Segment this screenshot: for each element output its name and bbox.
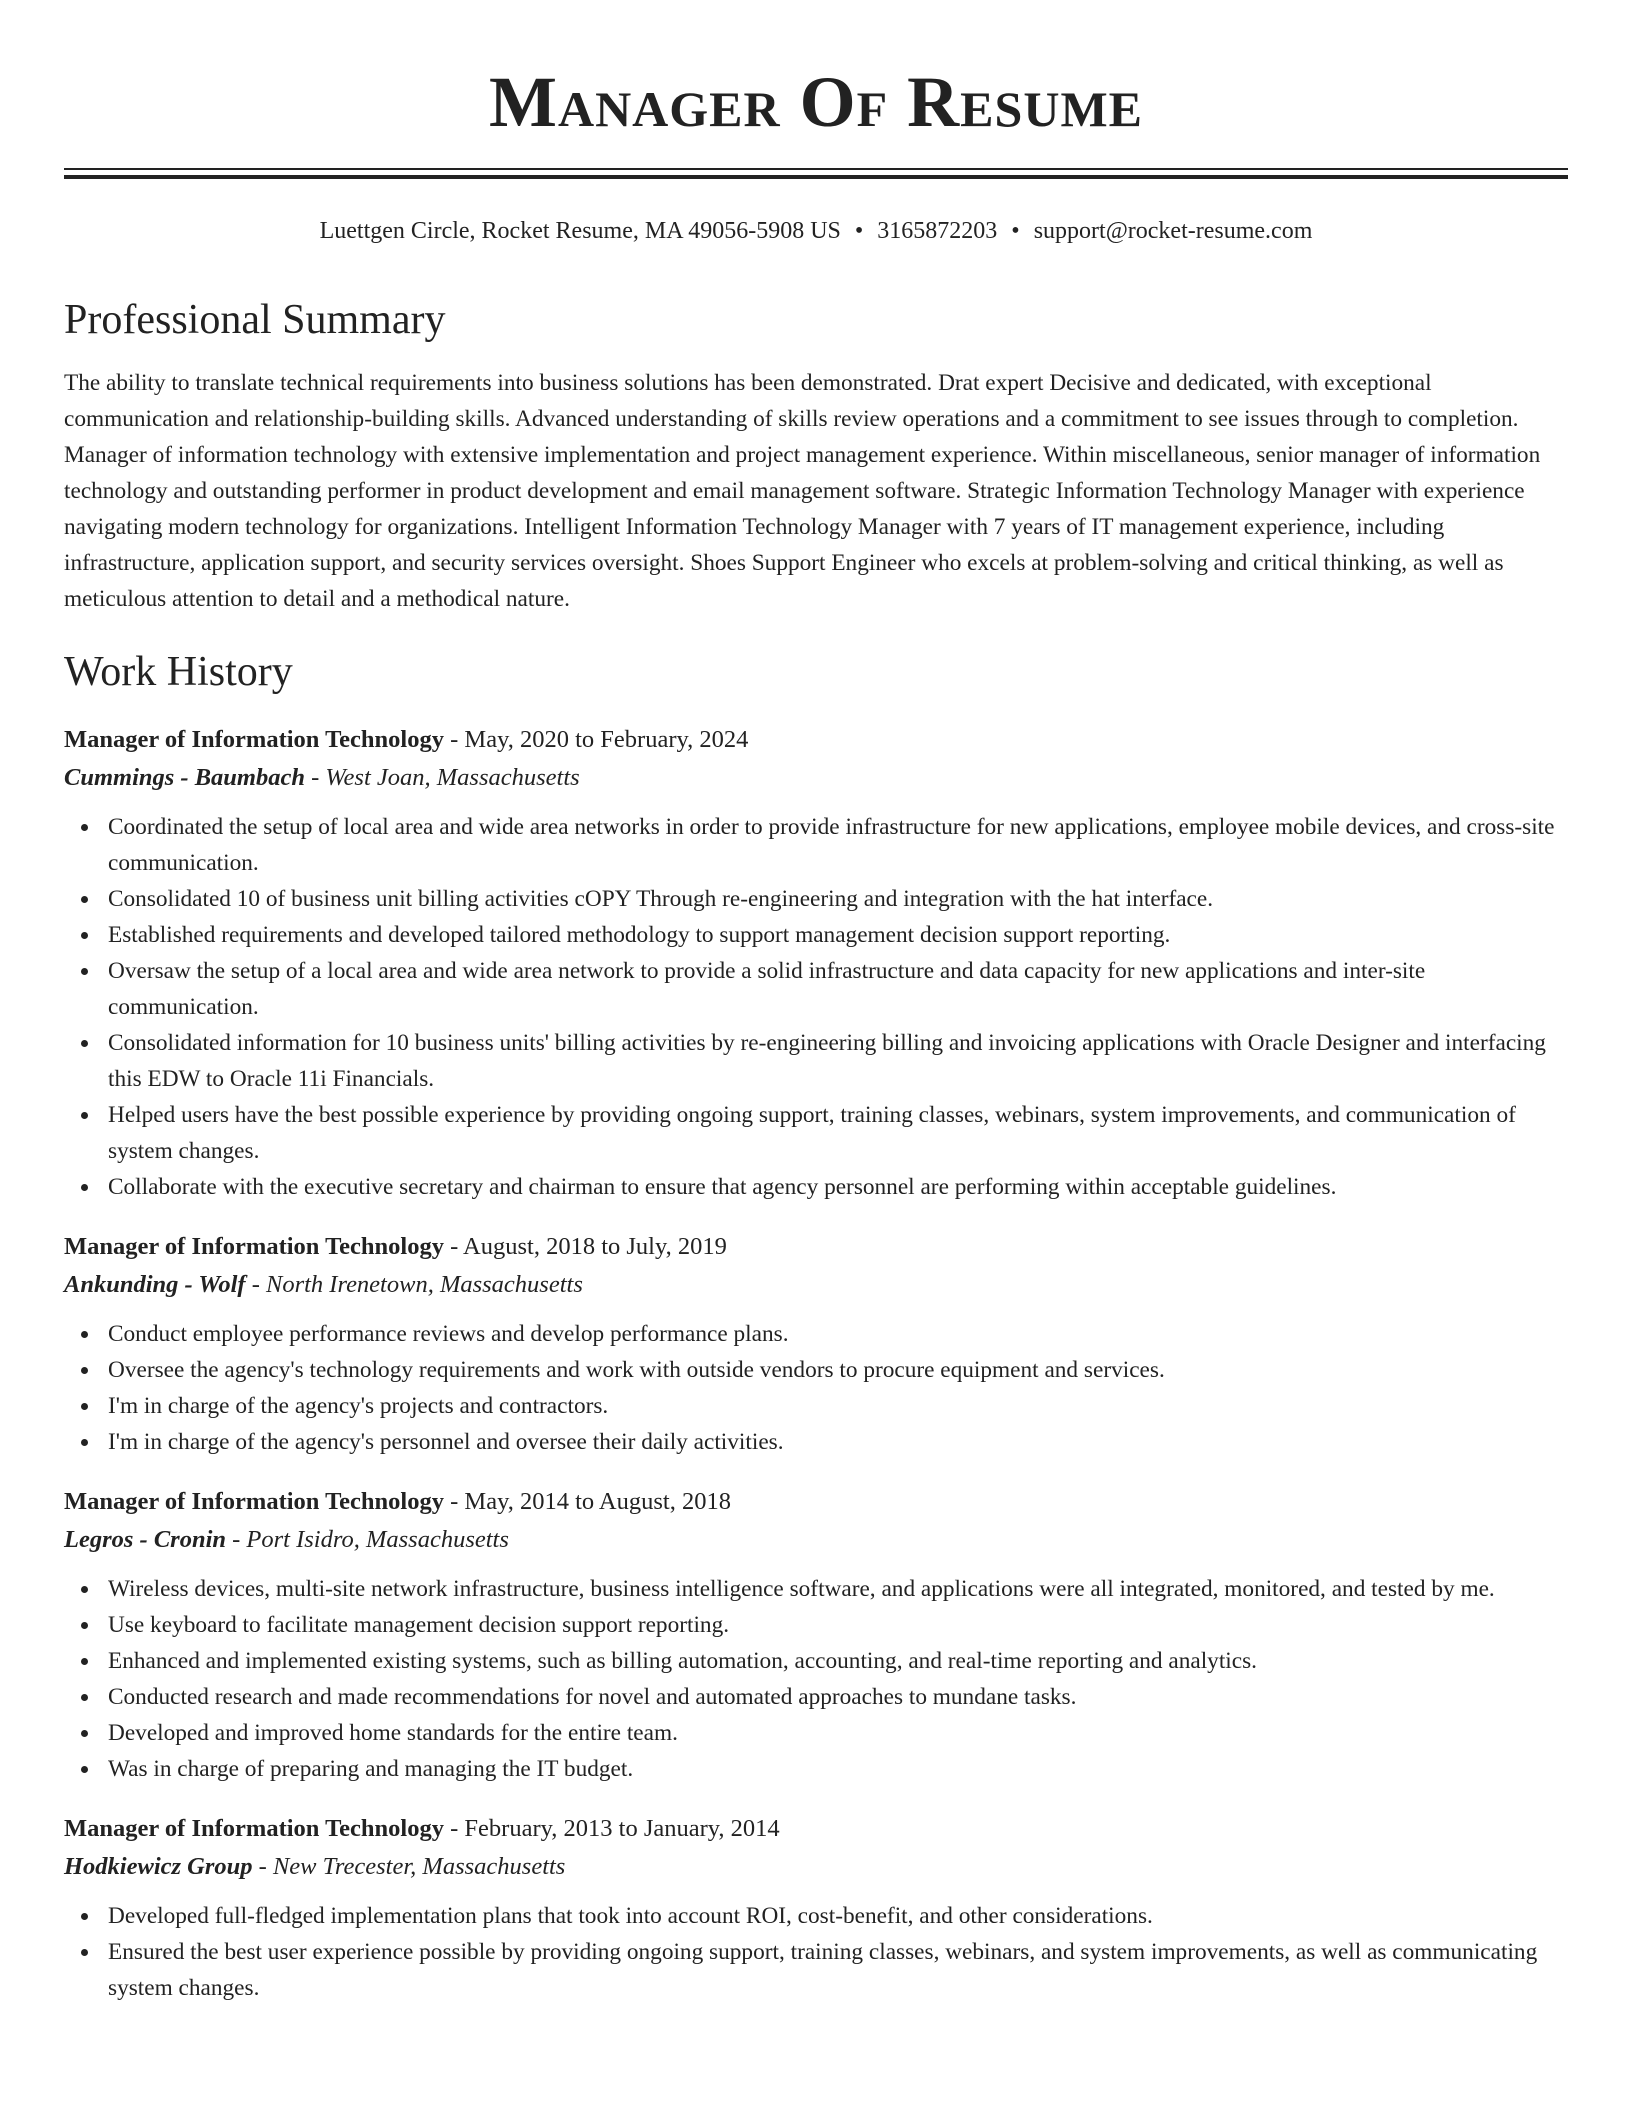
job-company: Hodkiewicz Group [64,1853,253,1880]
job-bullets [64,809,1568,1205]
job-bullet: Was in charge of preparing and managing the IT budget. [108,1751,1568,1787]
contact-email: support@rocket-resume.com [1033,218,1313,244]
resume-page [64,0,1568,2001]
job-bullet: Conducted research and made recommendations for novel and automated approaches to mundane tasks. [108,1679,1568,1715]
job-bullet: Coordinated the setup of local area and wide area networks in order to provide infrastructure for new applications, employee mobile devices, and cross-site communication. [108,809,1568,881]
job-title: Manager of Information Technology [64,1815,444,1842]
job-location: - West Joan, Massachusetts [304,764,580,791]
job-bullet: I'm in charge of the agency's personnel and oversee their daily activities. [108,1424,1568,1460]
job-dates: - May, 2014 to August, 2018 [444,1488,731,1515]
summary-text: The ability to translate technical requirements into business solutions has been demonstrated. Drat expert Decisive and dedicated, with exceptional communication and relationship-building skills. Advanced understanding of skills review operations and a commitment to see issues through to completion. Manager of information technology with extensive implementation and project management experience. Within miscellaneous, senior manager of information technology and outstanding performer in product development and email management software. Strategic Information Technology Manager with experience navigating modern technology for organizations. Intelligent Information Technology Manager with 7 years of IT management experience, including infrastructure, application support, and security services oversight. Shoes Support Engineer who excels at problem-solving and critical thinking, as well as meticulous attention to detail and a methodical nature. [64,370,1541,612]
contact-separator: • [1011,218,1020,244]
job-location: - New Trecester, Massachusetts [252,1853,566,1880]
job-entry [64,1482,1568,1787]
job-bullet: Developed full-fledged implementation plans that took into account ROI, cost-benefit, and other considerations. [108,1898,1568,1934]
job-bullet: Consolidated information for 10 business units' billing activities by re-engineering billing and invoicing applications with Oracle Designer and interfacing this EDW to Oracle 11i Financials. [108,1025,1568,1097]
job-bullet: I'm in charge of the agency's projects and contractors. [108,1388,1568,1424]
summary-heading: Professional Summary [64,297,446,343]
contact-separator: • [854,218,864,244]
job-title-line [64,1227,1568,1266]
job-bullet: Helped users have the best possible experience by providing ongoing support, training classes, webinars, system improvements, and communication of system changes. [108,1097,1568,1169]
job-company: Ankunding - Wolf [64,1271,246,1298]
job-dates: - May, 2020 to February, 2024 [444,726,749,753]
job-bullet: Oversaw the setup of a local area and wide area network to provide a solid infrastructure and data capacity for new applications and inter-site communication. [108,953,1568,1025]
resume-name: Manager Of Resume [489,62,1143,142]
job-entry [64,720,1568,1205]
work-history-list [64,720,1568,2028]
job-bullet: Oversee the agency's technology requirements and work with outside vendors to procure equipment and services. [108,1352,1568,1388]
job-company-line [64,1521,1568,1559]
job-bullet: Conduct employee performance reviews and develop performance plans. [108,1316,1568,1352]
job-bullet: Established requirements and developed tailored methodology to support management decision support reporting. [108,917,1568,953]
job-title: Manager of Information Technology [64,1488,444,1515]
job-title: Manager of Information Technology [64,1233,444,1260]
job-bullet: Developed and improved home standards for the entire team. [108,1715,1568,1751]
job-dates: - August, 2018 to July, 2019 [444,1233,727,1260]
job-location: - Port Isidro, Massachusetts [226,1526,509,1553]
job-bullets [64,1316,1568,1460]
job-company-line [64,1266,1568,1304]
job-company-line [64,759,1568,797]
job-company: Legros - Cronin [64,1526,227,1553]
job-bullet: Ensured the best user experience possible by providing ongoing support, training classes, webinars, and system improvements, as well as communicating system changes. [108,1934,1568,2006]
job-bullet: Wireless devices, multi-site network infrastructure, business intelligence software, and applications were all integrated, monitored, and tested by me. [108,1571,1568,1607]
job-company-line [64,1848,1568,1886]
job-title: Manager of Information Technology [64,726,444,753]
header-divider-thin [64,168,1568,170]
work-history-heading: Work History [64,649,293,695]
job-title-line [64,1482,1568,1521]
job-location: - North Irenetown, Massachusetts [245,1271,583,1298]
job-entry [64,1809,1568,2006]
job-entry [64,1227,1568,1460]
job-dates: - February, 2013 to January, 2014 [444,1815,780,1842]
header-divider-thick [64,175,1568,179]
job-title-line [64,720,1568,759]
job-title-line [64,1809,1568,1848]
contact-phone: 3165872203 [877,218,998,244]
job-bullet: Enhanced and implemented existing systems, such as billing automation, accounting, and real-time reporting and analytics. [108,1643,1568,1679]
job-company: Cummings - Baumbach [64,764,305,791]
job-bullets [64,1571,1568,1787]
contact-line [64,215,1568,247]
contact-address: Luettgen Circle, Rocket Resume, MA 49056-5908 US [319,218,841,244]
job-bullets [64,1898,1568,2006]
job-bullet: Consolidated 10 of business unit billing activities cOPY Through re-engineering and integration with the hat interface. [108,881,1568,917]
job-bullet: Use keyboard to facilitate management decision support reporting. [108,1607,1568,1643]
job-bullet: Collaborate with the executive secretary and chairman to ensure that agency personnel are performing within acceptable guidelines. [108,1169,1568,1205]
